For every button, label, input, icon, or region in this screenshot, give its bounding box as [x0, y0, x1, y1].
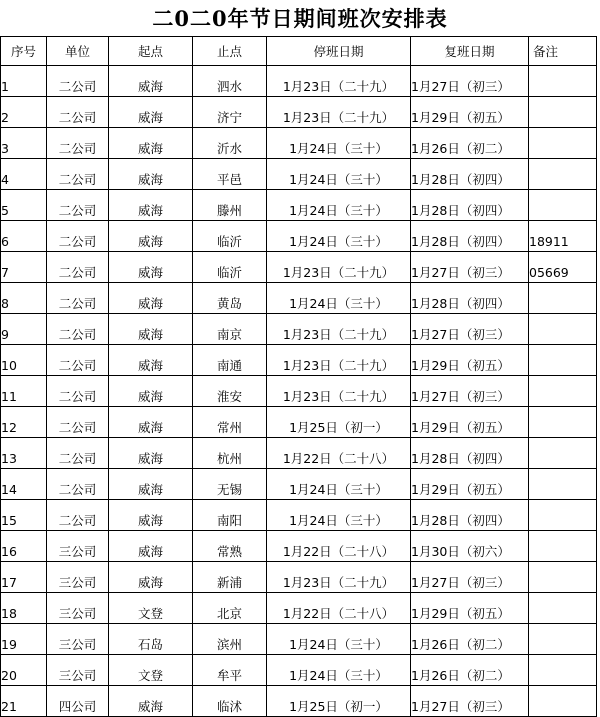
- cell-stop-date: 1月22日（二十八）: [267, 593, 411, 624]
- cell-origin: 威海: [109, 469, 193, 500]
- cell-origin: 威海: [109, 190, 193, 221]
- column-header: 单位: [47, 37, 109, 66]
- column-header: 备注: [529, 37, 597, 66]
- cell-unit: 三公司: [47, 562, 109, 593]
- cell-destination: 杭州: [193, 438, 267, 469]
- column-header: 复班日期: [411, 37, 529, 66]
- cell-stop-date: 1月24日（三十）: [267, 221, 411, 252]
- cell-unit: 二公司: [47, 283, 109, 314]
- cell-resume-date: 1月29日（初五）: [411, 345, 529, 376]
- cell-resume-date: 1月29日（初五）: [411, 593, 529, 624]
- cell-origin: 威海: [109, 221, 193, 252]
- cell-unit: 二公司: [47, 221, 109, 252]
- cell-serial: 21: [1, 686, 47, 717]
- table-row: [1, 407, 597, 438]
- cell-note: [529, 686, 597, 717]
- cell-resume-date: 1月27日（初三）: [411, 376, 529, 407]
- cell-origin: 威海: [109, 407, 193, 438]
- table-row: [1, 624, 597, 655]
- table-row: [1, 686, 597, 717]
- cell-destination: 南通: [193, 345, 267, 376]
- cell-unit: 二公司: [47, 376, 109, 407]
- cell-serial: 5: [1, 190, 47, 221]
- cell-serial: 12: [1, 407, 47, 438]
- cell-resume-date: 1月30日（初六）: [411, 531, 529, 562]
- cell-serial: 16: [1, 531, 47, 562]
- cell-resume-date: 1月27日（初三）: [411, 66, 529, 97]
- cell-unit: 二公司: [47, 469, 109, 500]
- table-row: [1, 469, 597, 500]
- table-row: [1, 66, 597, 97]
- cell-resume-date: 1月28日（初四）: [411, 500, 529, 531]
- cell-note: [529, 190, 597, 221]
- cell-origin: 威海: [109, 97, 193, 128]
- cell-stop-date: 1月22日（二十八）: [267, 531, 411, 562]
- header-row: [1, 37, 597, 66]
- cell-destination: 常熟: [193, 531, 267, 562]
- cell-resume-date: 1月29日（初五）: [411, 469, 529, 500]
- cell-destination: 淮安: [193, 376, 267, 407]
- cell-serial: 14: [1, 469, 47, 500]
- cell-note: 05669: [529, 252, 597, 283]
- cell-origin: 文登: [109, 655, 193, 686]
- cell-unit: 二公司: [47, 252, 109, 283]
- cell-destination: 滨州: [193, 624, 267, 655]
- cell-resume-date: 1月29日（初五）: [411, 407, 529, 438]
- cell-unit: 二公司: [47, 345, 109, 376]
- cell-note: [529, 283, 597, 314]
- page-title: 二0二0年节日期间班次安排表: [152, 6, 448, 31]
- cell-destination: 常州: [193, 407, 267, 438]
- cell-origin: 威海: [109, 531, 193, 562]
- cell-unit: 二公司: [47, 190, 109, 221]
- cell-stop-date: 1月25日（初一）: [267, 686, 411, 717]
- cell-unit: 二公司: [47, 159, 109, 190]
- cell-resume-date: 1月28日（初四）: [411, 159, 529, 190]
- cell-note: [529, 655, 597, 686]
- cell-note: [529, 97, 597, 128]
- table-row: [1, 376, 597, 407]
- cell-note: [529, 128, 597, 159]
- schedule-table: [0, 36, 597, 717]
- cell-resume-date: 1月27日（初三）: [411, 686, 529, 717]
- table-row: [1, 531, 597, 562]
- cell-stop-date: 1月24日（三十）: [267, 655, 411, 686]
- cell-serial: 2: [1, 97, 47, 128]
- cell-unit: 四公司: [47, 686, 109, 717]
- cell-stop-date: 1月24日（三十）: [267, 624, 411, 655]
- cell-stop-date: 1月24日（三十）: [267, 190, 411, 221]
- table-row: [1, 221, 597, 252]
- cell-origin: 威海: [109, 252, 193, 283]
- cell-serial: 20: [1, 655, 47, 686]
- table-row: [1, 159, 597, 190]
- cell-unit: 二公司: [47, 66, 109, 97]
- table-row: [1, 97, 597, 128]
- cell-destination: 黄岛: [193, 283, 267, 314]
- cell-destination: 南京: [193, 314, 267, 345]
- cell-unit: 二公司: [47, 97, 109, 128]
- cell-origin: 威海: [109, 159, 193, 190]
- cell-unit: 三公司: [47, 593, 109, 624]
- cell-resume-date: 1月26日（初二）: [411, 655, 529, 686]
- cell-serial: 1: [1, 66, 47, 97]
- cell-note: [529, 66, 597, 97]
- cell-stop-date: 1月23日（二十九）: [267, 66, 411, 97]
- table-row: [1, 252, 597, 283]
- cell-stop-date: 1月23日（二十九）: [267, 314, 411, 345]
- cell-destination: 泗水: [193, 66, 267, 97]
- cell-destination: 临沂: [193, 221, 267, 252]
- column-header: 序号: [1, 37, 47, 66]
- cell-stop-date: 1月23日（二十九）: [267, 97, 411, 128]
- cell-serial: 7: [1, 252, 47, 283]
- cell-unit: 二公司: [47, 314, 109, 345]
- cell-stop-date: 1月24日（三十）: [267, 128, 411, 159]
- cell-origin: 石岛: [109, 624, 193, 655]
- cell-destination: 南阳: [193, 500, 267, 531]
- cell-resume-date: 1月27日（初三）: [411, 314, 529, 345]
- cell-serial: 11: [1, 376, 47, 407]
- cell-resume-date: 1月26日（初二）: [411, 624, 529, 655]
- table-row: [1, 655, 597, 686]
- cell-unit: 三公司: [47, 624, 109, 655]
- cell-note: [529, 407, 597, 438]
- cell-stop-date: 1月24日（三十）: [267, 283, 411, 314]
- cell-resume-date: 1月27日（初三）: [411, 252, 529, 283]
- cell-origin: 威海: [109, 500, 193, 531]
- cell-serial: 19: [1, 624, 47, 655]
- table-row: [1, 593, 597, 624]
- column-header: 停班日期: [267, 37, 411, 66]
- cell-origin: 威海: [109, 283, 193, 314]
- cell-serial: 4: [1, 159, 47, 190]
- cell-note: [529, 562, 597, 593]
- cell-note: [529, 438, 597, 469]
- cell-resume-date: 1月28日（初四）: [411, 438, 529, 469]
- cell-note: 18911: [529, 221, 597, 252]
- cell-destination: 沂水: [193, 128, 267, 159]
- cell-stop-date: 1月25日（初一）: [267, 407, 411, 438]
- cell-serial: 17: [1, 562, 47, 593]
- cell-origin: 威海: [109, 438, 193, 469]
- cell-serial: 13: [1, 438, 47, 469]
- cell-unit: 二公司: [47, 128, 109, 159]
- cell-note: [529, 500, 597, 531]
- cell-serial: 10: [1, 345, 47, 376]
- cell-origin: 威海: [109, 562, 193, 593]
- cell-destination: 新浦: [193, 562, 267, 593]
- cell-note: [529, 469, 597, 500]
- table-row: [1, 438, 597, 469]
- cell-origin: 威海: [109, 345, 193, 376]
- cell-note: [529, 531, 597, 562]
- cell-origin: 威海: [109, 686, 193, 717]
- cell-destination: 无锡: [193, 469, 267, 500]
- cell-unit: 二公司: [47, 407, 109, 438]
- cell-resume-date: 1月28日（初四）: [411, 190, 529, 221]
- cell-serial: 9: [1, 314, 47, 345]
- cell-note: [529, 593, 597, 624]
- cell-note: [529, 376, 597, 407]
- cell-resume-date: 1月29日（初五）: [411, 97, 529, 128]
- cell-destination: 平邑: [193, 159, 267, 190]
- column-header: 起点: [109, 37, 193, 66]
- cell-stop-date: 1月24日（三十）: [267, 159, 411, 190]
- cell-destination: 滕州: [193, 190, 267, 221]
- cell-stop-date: 1月24日（三十）: [267, 500, 411, 531]
- table-row: [1, 283, 597, 314]
- cell-origin: 文登: [109, 593, 193, 624]
- cell-destination: 临沂: [193, 252, 267, 283]
- table-row: [1, 190, 597, 221]
- cell-resume-date: 1月28日（初四）: [411, 283, 529, 314]
- cell-note: [529, 314, 597, 345]
- cell-stop-date: 1月23日（二十九）: [267, 345, 411, 376]
- cell-resume-date: 1月26日（初二）: [411, 128, 529, 159]
- cell-unit: 二公司: [47, 500, 109, 531]
- column-header: 止点: [193, 37, 267, 66]
- cell-resume-date: 1月28日（初四）: [411, 221, 529, 252]
- cell-stop-date: 1月23日（二十九）: [267, 562, 411, 593]
- cell-destination: 北京: [193, 593, 267, 624]
- cell-destination: 临沭: [193, 686, 267, 717]
- cell-note: [529, 345, 597, 376]
- cell-serial: 15: [1, 500, 47, 531]
- cell-serial: 3: [1, 128, 47, 159]
- cell-origin: 威海: [109, 376, 193, 407]
- cell-unit: 三公司: [47, 655, 109, 686]
- cell-unit: 二公司: [47, 438, 109, 469]
- cell-serial: 8: [1, 283, 47, 314]
- table-row: [1, 314, 597, 345]
- cell-origin: 威海: [109, 314, 193, 345]
- cell-stop-date: 1月23日（二十九）: [267, 252, 411, 283]
- table-row: [1, 562, 597, 593]
- table-row: [1, 128, 597, 159]
- table-row: [1, 345, 597, 376]
- cell-stop-date: 1月24日（三十）: [267, 469, 411, 500]
- cell-stop-date: 1月22日（二十八）: [267, 438, 411, 469]
- cell-origin: 威海: [109, 128, 193, 159]
- cell-unit: 三公司: [47, 531, 109, 562]
- cell-origin: 威海: [109, 66, 193, 97]
- cell-note: [529, 624, 597, 655]
- table-row: [1, 500, 597, 531]
- cell-note: [529, 159, 597, 190]
- cell-destination: 济宁: [193, 97, 267, 128]
- cell-stop-date: 1月23日（二十九）: [267, 376, 411, 407]
- cell-resume-date: 1月27日（初三）: [411, 562, 529, 593]
- cell-serial: 6: [1, 221, 47, 252]
- cell-destination: 牟平: [193, 655, 267, 686]
- cell-serial: 18: [1, 593, 47, 624]
